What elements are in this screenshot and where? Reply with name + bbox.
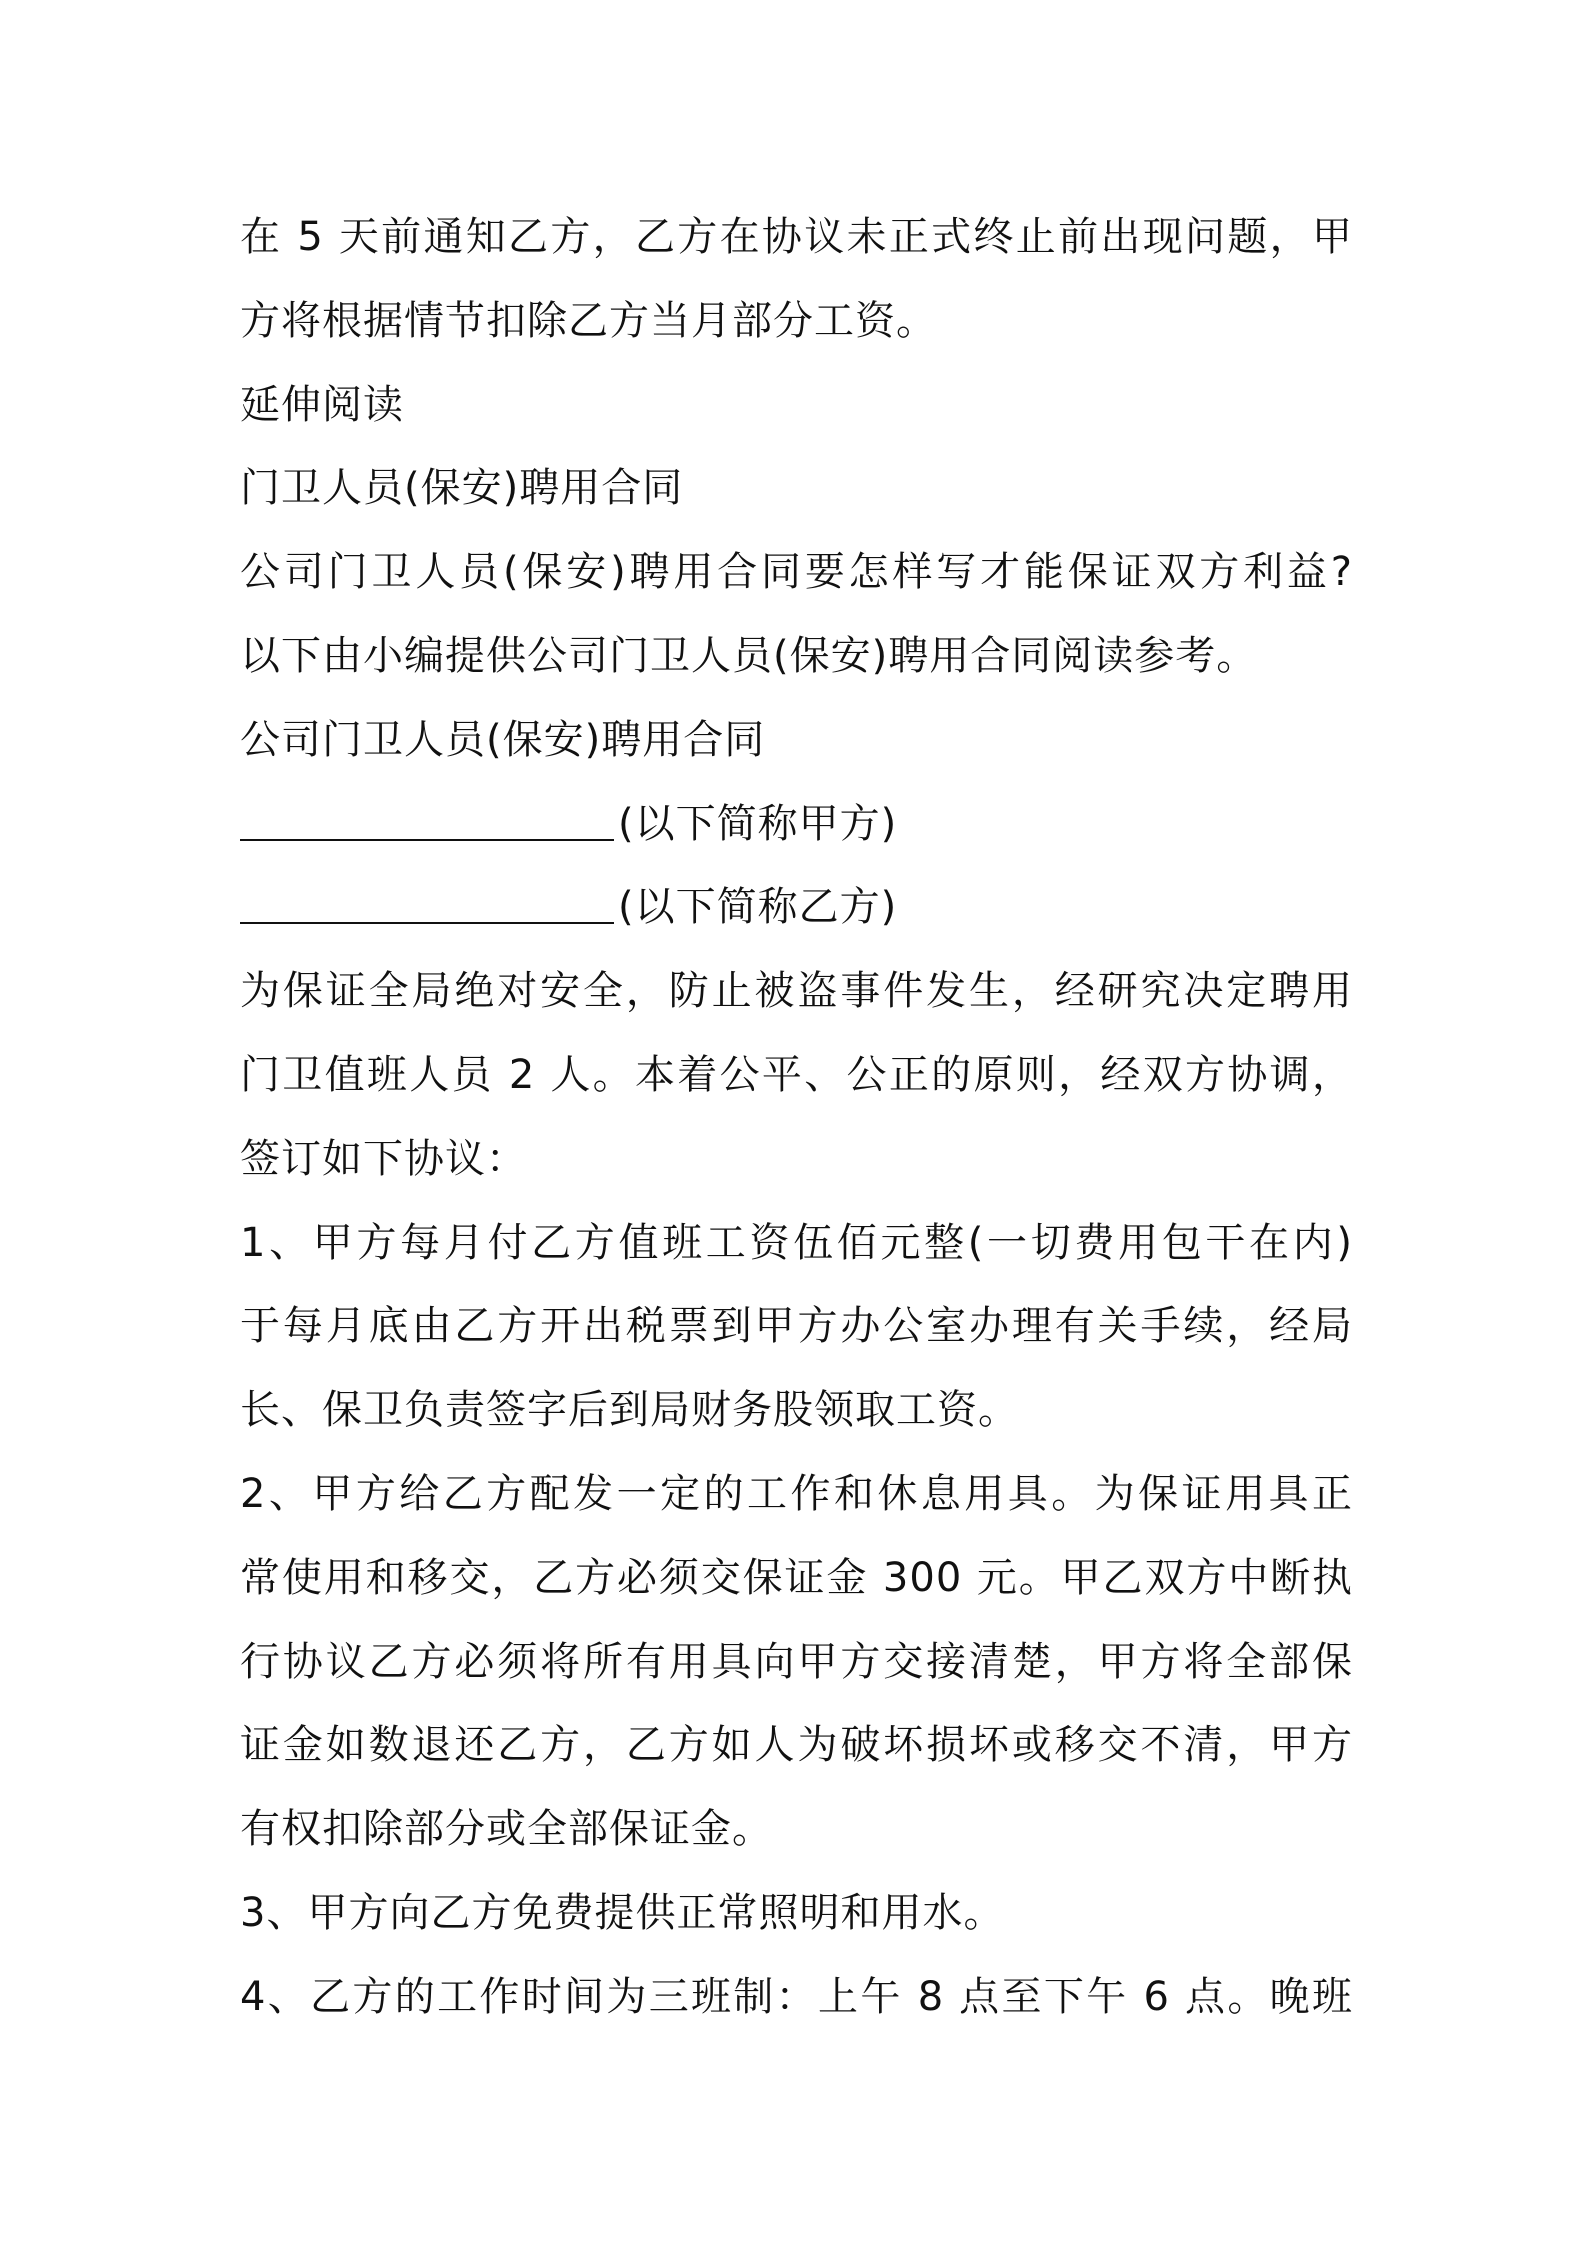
text-line: 签订如下协议： <box>240 1135 527 1182</box>
clause-1-line: 1、甲方每月付乙方值班工资伍佰元整(一切费用包干在内) <box>240 1219 1353 1266</box>
party-a-blank <box>240 799 614 841</box>
clause-2-line: 证金如数退还乙方，乙方如人为破坏损坏或移交不清，甲方 <box>240 1722 1353 1769</box>
clause-2-line: 2、甲方给乙方配发一定的工作和休息用具。为保证用具正 <box>240 1470 1353 1517</box>
clause-1-line: 于每月底由乙方开出税票到甲方办公室办理有关手续，经局 <box>240 1303 1353 1350</box>
party-b-blank <box>240 882 614 924</box>
clause-1-line: 长、保卫负责签字后到局财务股领取工资。 <box>240 1387 1019 1434</box>
clause-3-line: 3、甲方向乙方免费提供正常照明和用水。 <box>240 1889 1005 1936</box>
text-line: 在 5 天前通知乙方，乙方在协议未正式终止前出现问题，甲 <box>240 214 1353 260</box>
text-line: 门卫值班人员 2 人。本着公平、公正的原则，经双方协调， <box>240 1051 1353 1098</box>
article-title: 门卫人员(保安)聘用合同 <box>240 465 684 512</box>
clause-2-line: 有权扣除部分或全部保证金。 <box>240 1806 773 1853</box>
text-line: 方将根据情节扣除乙方当月部分工资。 <box>240 297 937 344</box>
text-line: 为保证全局绝对安全，防止被盗事件发生，经研究决定聘用 <box>240 968 1353 1015</box>
clause-4-line: 4、乙方的工作时间为三班制：上午 8 点至下午 6 点。晚班 <box>240 1973 1353 2020</box>
party-a-label: (以下简称甲方) <box>618 800 898 847</box>
contract-title: 公司门卫人员(保安)聘用合同 <box>240 716 766 763</box>
party-b-line <box>240 866 1360 950</box>
section-heading: 延伸阅读 <box>240 381 404 428</box>
party-a-line <box>240 783 1360 867</box>
clause-2-line: 行协议乙方必须将所有用具向甲方交接清楚，甲方将全部保 <box>240 1638 1353 1685</box>
document-body <box>240 196 1360 2040</box>
clause-2-line: 常使用和移交，乙方必须交保证金 300 元。甲乙双方中断执 <box>240 1554 1353 1601</box>
text-line: 以下由小编提供公司门卫人员(保安)聘用合同阅读参考。 <box>240 632 1258 679</box>
party-b-label: (以下简称乙方) <box>618 884 898 931</box>
text-line: 公司门卫人员(保安)聘用合同要怎样写才能保证双方利益? <box>240 549 1353 596</box>
